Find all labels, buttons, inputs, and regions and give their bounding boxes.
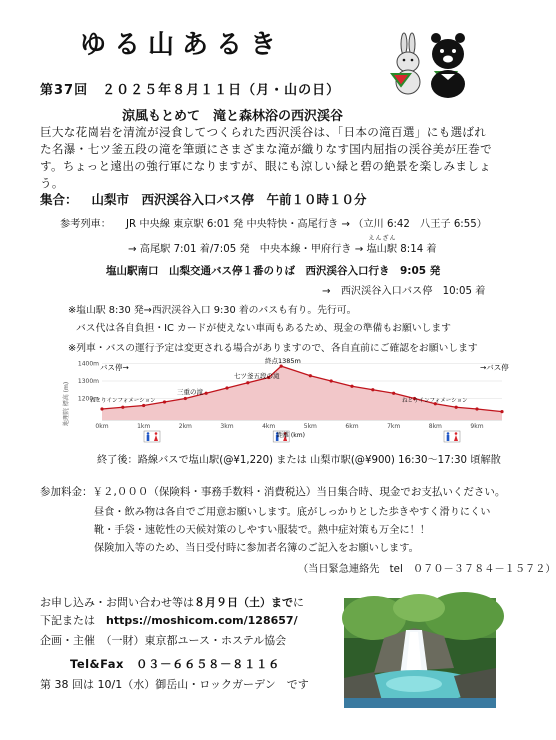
apply-url-link[interactable]: https://moshicom.com/128657/	[106, 614, 298, 627]
label-info-right: ねとりインフォメーション	[402, 398, 468, 404]
page-title: ゆる山あるき	[80, 30, 285, 60]
fee-line-3: 靴・手袋・速乾性の天候対策のしやすい服装で。熱中症対策も万全に！！	[94, 525, 430, 536]
emergency-contact: （当日緊急連絡先 tel ０７０－３７８４－１５７２）	[298, 564, 556, 575]
profile-point	[350, 385, 353, 388]
profile-point	[475, 407, 478, 410]
bus-departure: 塩山駅南口 山梨交通バス停１番のりば 西沢渓谷入口行き 9:05 発	[106, 265, 441, 277]
profile-xlabel: 距離 (km)	[277, 432, 305, 439]
profile-point	[163, 400, 166, 403]
train-label: 参考列車：	[60, 219, 111, 230]
profile-point	[371, 388, 374, 391]
x-tick-label: 6km	[345, 423, 359, 430]
deadline: ８月９日（土）まで	[194, 596, 293, 609]
x-tick-label: 0km	[95, 423, 109, 430]
fee-line-1: 参加料金：￥２,０００（保険料・事務手数料・消費税込）当日集合時、現金でお支払いください。	[40, 486, 506, 498]
mascot-illustration	[384, 32, 470, 98]
label-bus-left: バス停→	[100, 363, 129, 372]
train-line2a-text: → 高尾駅 7:01 着/7:05 発 中央本線・甲府行き →	[128, 244, 367, 255]
train-line1-text: JR 中央線 東京駅 6:01 発 中央特快・高尾行き → （立川 6:42 八王子 6:55）	[126, 219, 487, 230]
tel-fax: Tel&Fax ０３－６６５８－８１１６	[70, 657, 280, 671]
train-line2b-text: 塩山駅 8:14 着	[366, 244, 437, 255]
profile-x-ticks	[95, 423, 483, 430]
x-tick-label: 3km	[220, 423, 234, 430]
profile-point	[184, 397, 187, 400]
x-tick-label: 8km	[428, 423, 442, 430]
apply-suffix: に	[293, 596, 304, 609]
event-subtitle: 涼風もとめて 滝と森林浴の西沢渓谷	[122, 109, 344, 124]
fee-line-2: 昼食・飲み物は各自でご用意お願いします。底がしっかりとした歩きやすく滑りにくい	[94, 507, 491, 518]
next-event: 第 38 回は 10/1（水）御岳山・ロックガーデン です	[40, 678, 309, 691]
toilet-icon	[444, 431, 460, 442]
end-info: 終了後：路線バスで塩山駅(@¥1,220) または 山梨市駅(@¥900) 16:30～17:30 頃解散	[97, 455, 501, 466]
meeting-place: 山梨市 西沢渓谷入口バス停 午前１０時１０分	[91, 192, 367, 207]
y-tick-label: 1200m	[77, 395, 99, 403]
profile-point	[500, 410, 503, 413]
intro-paragraph: 巨大な花崗岩を清流が浸食してつくられた西沢渓谷は、「日本の滝百選」にも選ばれた名瀑・七ツ釜五段の滝を筆頭にさまざまな滝が織りなす国内屈指の渓谷美が圧巻です。ちょっと遠出の強行軍になりますが、眼にも涼しい緑と碧の絶景を楽しみましょう。	[40, 125, 492, 190]
label-info-left: ねとりインフォメーション	[90, 398, 156, 404]
fee-line-4: 保険加入等のため、当日受付時に参加者名簿のご記入をお願いします。	[94, 543, 419, 554]
profile-point	[455, 406, 458, 409]
apply-info	[40, 594, 304, 610]
label-bus-right: →バス停	[480, 363, 509, 372]
organizer: 企画・主催 （一財）東京都ユース・ホステル協会	[40, 634, 287, 647]
profile-area	[102, 366, 502, 420]
profile-point	[330, 379, 333, 382]
meeting-label: 集合：	[40, 192, 78, 207]
label-nanatsu-falls: 七ツ釜五段の滝	[234, 372, 280, 380]
profile-point	[100, 407, 103, 410]
enzan-ruby: えんざん	[368, 235, 397, 242]
x-tick-label: 1km	[137, 423, 151, 430]
note-3: ※列車・バスの運行予定は変更される場合がありますので、各自直前にご確認をお願いします	[68, 343, 478, 354]
waterfall-photo	[344, 598, 496, 708]
train-line-1	[60, 215, 487, 230]
session-date: 第37回 ２０２５年８月１１日（月・山の日）	[40, 83, 341, 98]
profile-point	[309, 374, 312, 377]
elevation-profile	[62, 352, 512, 447]
label-sanju-falls: 三重の滝	[177, 388, 203, 396]
profile-y-ticks	[78, 361, 99, 403]
bear-icon	[431, 33, 465, 98]
y-tick-label: 1400m	[77, 360, 99, 368]
y-tick-label: 1300m	[77, 378, 99, 385]
profile-point	[280, 365, 283, 368]
meeting-info	[40, 190, 367, 208]
x-tick-label: 2km	[178, 423, 192, 430]
train-line-2	[128, 235, 437, 255]
profile-point	[246, 381, 249, 384]
profile-ylabel: 地理院 標高 (m)	[63, 381, 70, 427]
profile-point	[121, 406, 124, 409]
url-label: 下記または	[40, 614, 95, 627]
label-summit: 終点1385m	[265, 357, 301, 365]
note-2: バス代は各自負担・IC カードが使えない車両もあるため、現金の準備もお願いします	[76, 323, 451, 334]
bus-arrival: → 西沢渓谷入口バス停 10:05 着	[322, 286, 486, 297]
note-1: ※塩山駅 8:30 発→西沢渓谷入口 9:30 着のバスも有り。先行可。	[68, 305, 357, 316]
profile-point	[225, 386, 228, 389]
x-tick-label: 4km	[262, 423, 276, 430]
x-tick-label: 7km	[387, 423, 401, 430]
profile-point	[142, 404, 145, 407]
profile-point	[205, 392, 208, 395]
apply-text: お申し込み・お問い合わせ等は	[40, 596, 194, 609]
x-tick-label: 5km	[303, 423, 317, 430]
profile-point	[392, 392, 395, 395]
url-line	[40, 612, 298, 628]
toilet-icon	[144, 431, 160, 442]
x-tick-label: 9km	[470, 423, 484, 430]
